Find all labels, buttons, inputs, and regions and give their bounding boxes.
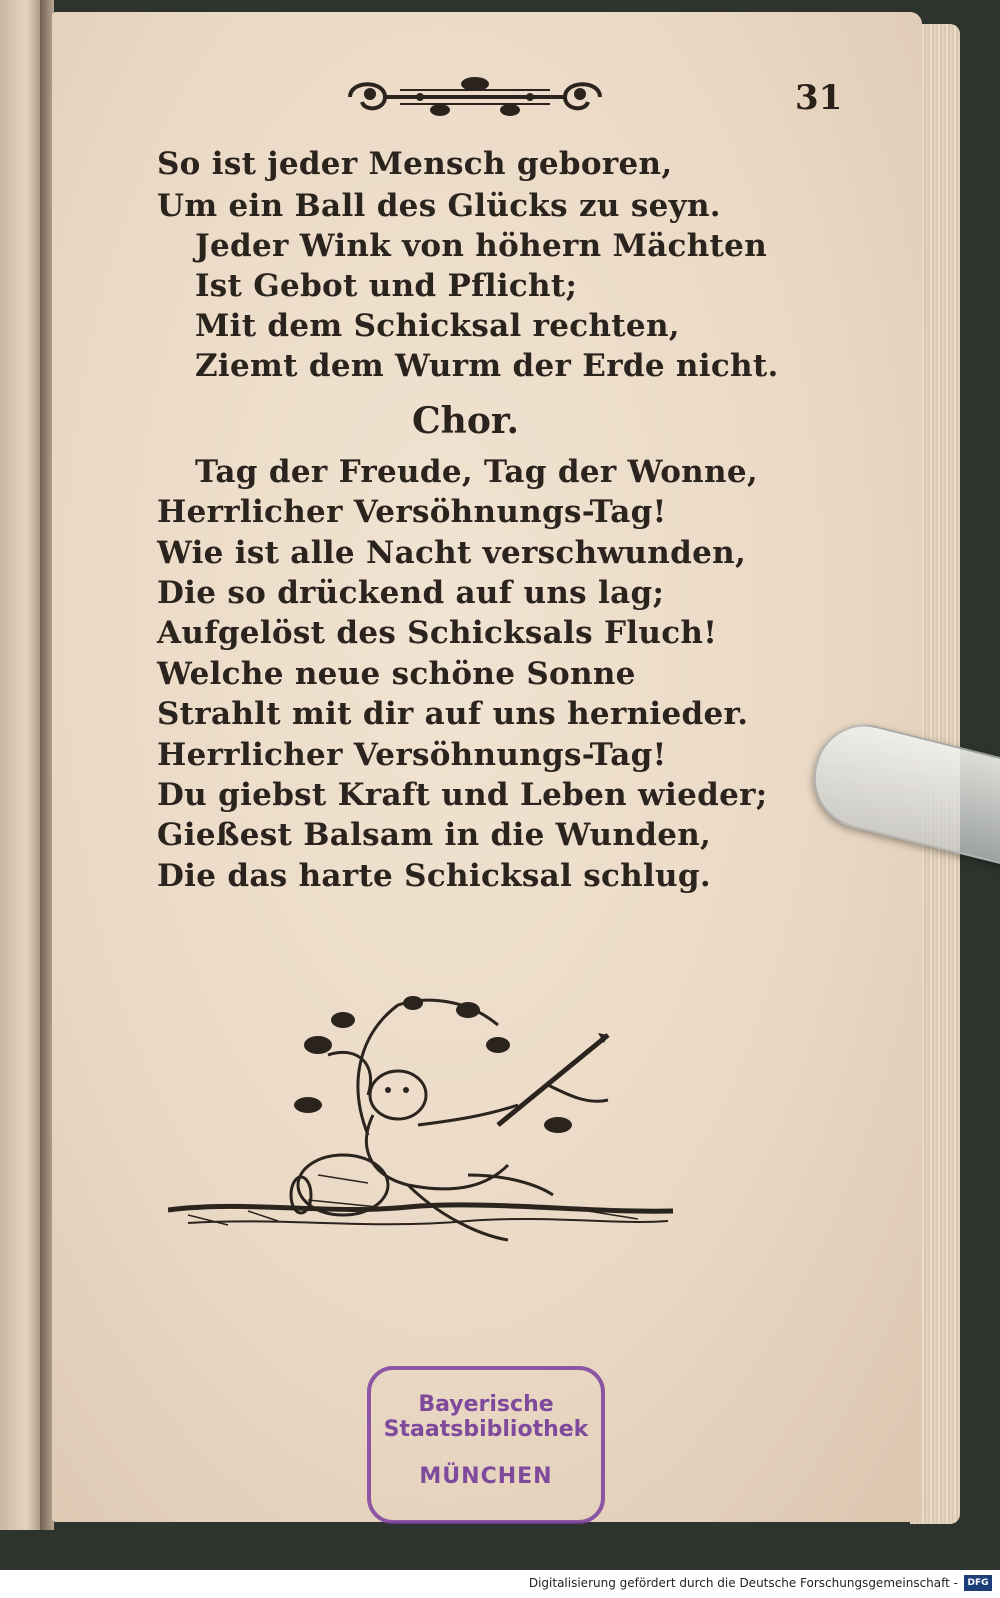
stamp-line: Staatsbibliothek xyxy=(383,1417,589,1442)
cherub-vignette-icon xyxy=(168,985,688,1285)
verse-line: Die das harte Schicksal schlug. xyxy=(157,858,711,894)
left-page-edge xyxy=(0,0,44,1530)
stamp-line: Bayerische xyxy=(418,1392,554,1417)
verse-line: Du giebst Kraft und Leben wieder; xyxy=(157,777,768,813)
verse-line: Welche neue schöne Sonne xyxy=(157,656,636,692)
verse-line: Strahlt mit dir auf uns hernieder. xyxy=(157,696,749,732)
verse-line: So ist jeder Mensch geboren, xyxy=(157,146,673,182)
verse-line: Herrlicher Versöhnungs-Tag! xyxy=(157,737,667,773)
footer-bar xyxy=(0,1570,1000,1598)
section-heading: Chor. xyxy=(412,400,520,442)
verse-line: Jeder Wink von höhern Mächten xyxy=(195,228,768,264)
verse-line: Mit dem Schicksal rechten, xyxy=(195,308,680,344)
stamp-line: MÜNCHEN xyxy=(419,1464,553,1489)
verse-line: Tag der Freude, Tag der Wonne, xyxy=(195,454,758,490)
verse-line: Gießest Balsam in die Wunden, xyxy=(157,817,712,853)
library-stamp xyxy=(367,1366,605,1524)
verse-line: Die so drückend auf uns lag; xyxy=(157,575,665,611)
verse-line: Herrlicher Versöhnungs-Tag! xyxy=(157,494,667,530)
verse-line: Aufgelöst des Schicksals Fluch! xyxy=(157,615,718,651)
dfg-logo: DFG xyxy=(964,1575,992,1591)
page-number: 31 xyxy=(795,78,843,118)
verse-line: Ist Gebot und Pflicht; xyxy=(195,268,578,304)
verse-line: Um ein Ball des Glücks zu seyn. xyxy=(157,188,721,224)
footer-credit: Digitalisierung gefördert durch die Deutsche Forschungsgemeinschaft - xyxy=(528,1576,958,1590)
ornament-header-icon xyxy=(340,72,610,122)
verse-line: Ziemt dem Wurm der Erde nicht. xyxy=(195,348,779,384)
verse-line: Wie ist alle Nacht verschwunden, xyxy=(157,535,747,571)
